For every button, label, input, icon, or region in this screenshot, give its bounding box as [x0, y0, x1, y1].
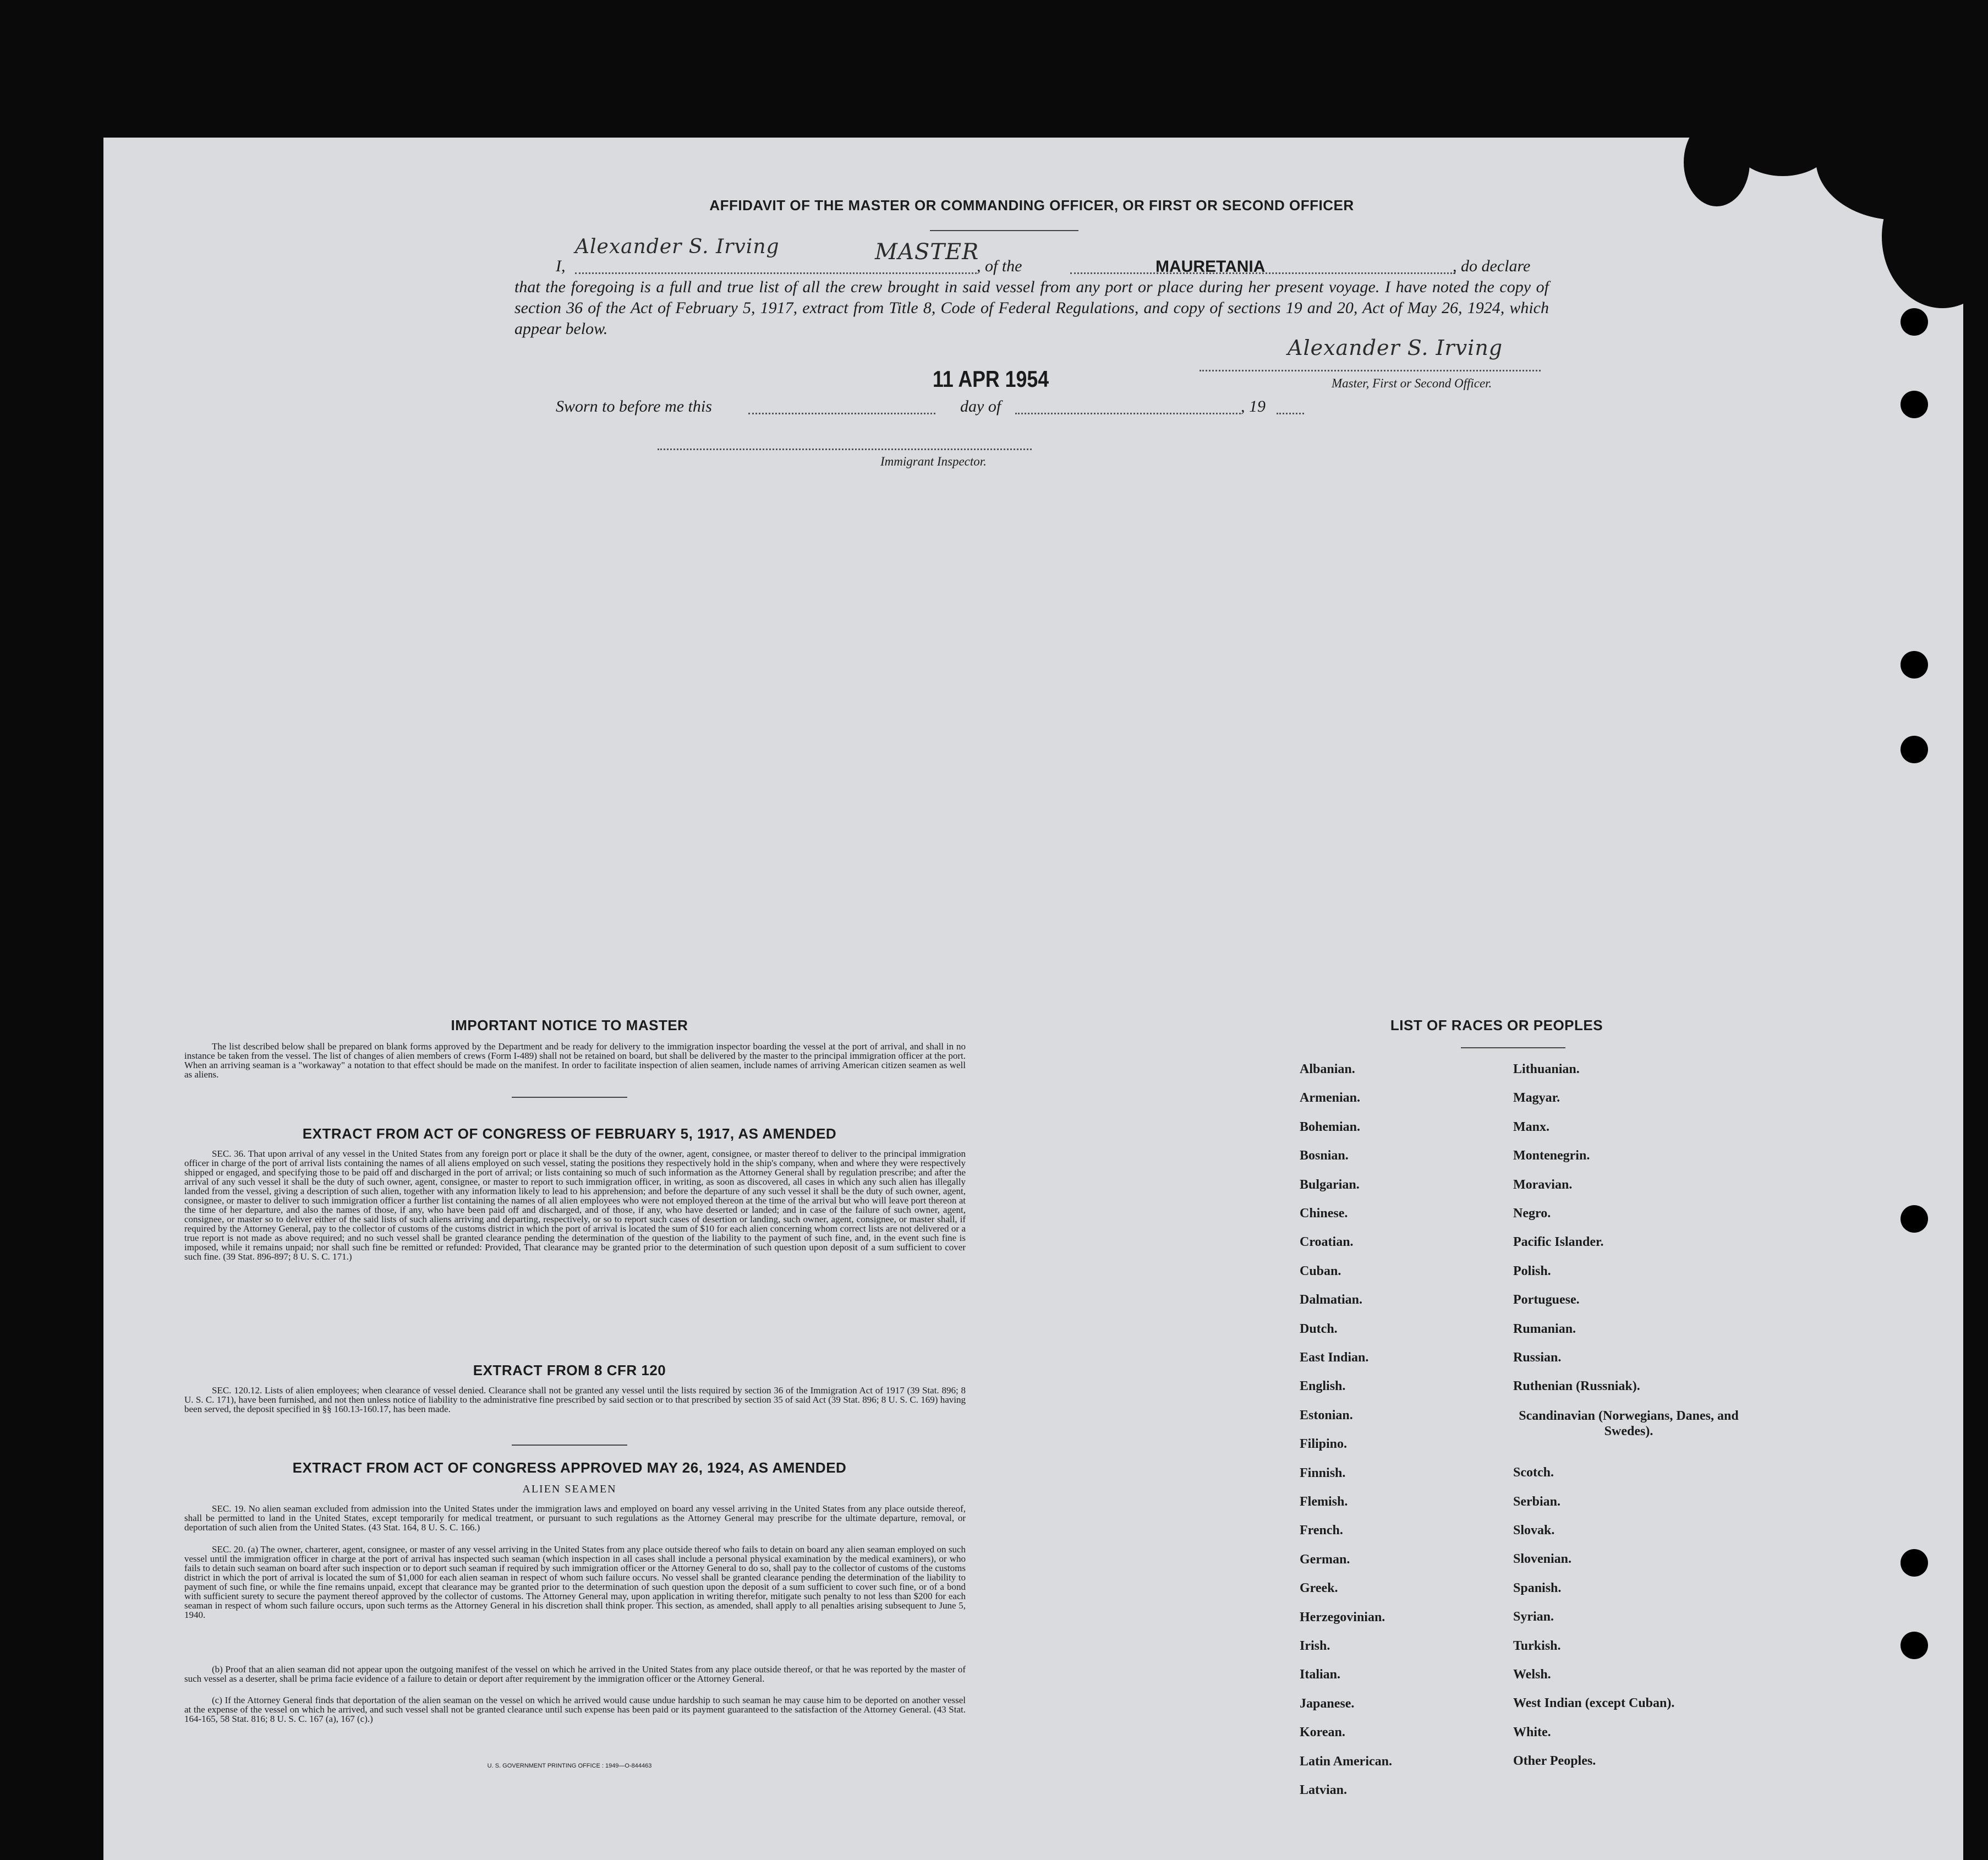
- punch-hole: [1901, 736, 1928, 763]
- race-item: Magyar.: [1513, 1091, 1560, 1106]
- race-item: Herzegovinian.: [1300, 1610, 1385, 1624]
- affidavit-body: that the foregoing is a full and true list of all the crew brought in said vessel from any port or place during her present voyage. I have noted the copy of section 36 of the Act of February 5, 1917, extract from Title 8, Code of Federal Regulations, and copy of sections 19 and 20, Act of May 26, 1924, which appear below.: [514, 278, 1549, 338]
- race-item: Slovak.: [1513, 1523, 1555, 1538]
- do-declare-text: , do declare: [1453, 257, 1531, 275]
- race-item: Albanian.: [1300, 1062, 1355, 1076]
- punch-hole: [1901, 391, 1928, 418]
- race-item: Slovenian.: [1513, 1552, 1572, 1567]
- race-item: Latvian.: [1300, 1783, 1348, 1797]
- race-item: Finnish.: [1300, 1465, 1346, 1480]
- punch-hole: [1901, 651, 1928, 679]
- section-rule: [512, 1445, 627, 1446]
- punch-hole: [1901, 308, 1928, 336]
- signature-caption: Master, First or Second Officer.: [1332, 376, 1492, 390]
- race-item: White.: [1513, 1725, 1551, 1739]
- race-item: Montenegrin.: [1513, 1148, 1590, 1163]
- race-item: Spanish.: [1513, 1580, 1562, 1595]
- races-title: LIST OF RACES OR PEOPLES: [1390, 1017, 1603, 1033]
- race-item: East Indian.: [1300, 1350, 1369, 1365]
- race-item: Turkish.: [1513, 1638, 1561, 1653]
- race-item: Chinese.: [1300, 1206, 1348, 1221]
- race-item: Cuban.: [1300, 1263, 1341, 1278]
- sworn-text: Sworn to before me this: [556, 397, 712, 415]
- race-item: Serbian.: [1513, 1494, 1561, 1509]
- master-name-handwritten: Alexander S. Irving: [575, 236, 780, 258]
- race-item: Filipino.: [1300, 1437, 1348, 1452]
- sworn-year-line: [1277, 413, 1304, 414]
- title-rule: [930, 230, 1078, 231]
- extract-1917-text: SEC. 36. That upon arrival of any vessel in the United States from any foreign port or place it shall be the duty of the owner, agent, consignee, or master thereof to deliver to the principal immigration officer in charge of the port of arrival lists containing the names of all aliens employed on such vessel, stating the positions they respectively hold in the ship's company, when and where they were respectively shipped or engaged, and specifying those to be paid off and discharged in the port of arrival; or lists containing so much of such information as the Attorney General shall by regulation prescribe; and after the arrival of any such vessel it shall be the duty of such owner, agent, consignee, or master to report to such immigration officer, in writing, as soon as discovered, all cases in which any such alien has illegally landed from the vessel, giving a description of such alien, together with any information likely to lead to his apprehension; and before the departure of any such vessel it shall be the duty of such owner, agent, consignee, or master to deliver to such immigration officer a further list containing the names of all alien employees who were not employed thereon at the time of the arrival but who will leave port thereon at the time of her departure, and also the names of those, if any, who have been paid off and discharged, and of those, if any, who have deserted or landed; and in case of the failure of such owner, agent, consignee, or master so to deliver either of the said lists of such aliens arriving and departing, respectively, or so to report such cases of desertion or landing, such owner, agent, consignee, or master shall, if required by the Attorney General, pay to the collector of customs of the customs district in which the port of arrival is located the sum of $10 for each alien concerning whom correct lists are not delivered or a true report is not made as above required; and no such vessel shall be granted clearance pending the determination of the question of the liability to the payment of such fine, and, in the event such fine is imposed, while it remains unpaid; nor shall such fine be remitted or refunded: Provided, That clearance may be granted prior to the determination of such question upon deposit of a sum sufficient to cover such fine. (39 Stat. 896-897; 8 U. S. C. 171.): [184, 1148, 966, 1262]
- of-the-text: , of the: [977, 257, 1022, 275]
- alien-seamen-subtitle: ALIEN SEAMEN: [522, 1483, 617, 1495]
- sec20b-text: (b) Proof that an alien seaman did not appear upon the outgoing manifest of the vessel on which he arrived in the United States from any place outside thereof, or that he was reported by the master of such vessel as a deserter, shall be prima facie evidence of a failure to detain or deport after requirement by the immigration officer or the Attorney General.: [184, 1664, 966, 1684]
- race-item: Dutch.: [1300, 1321, 1338, 1336]
- affidavit-title: AFFIDAVIT OF THE MASTER OR COMMANDING OFFICER, OR FIRST OR SECOND OFFICER: [709, 197, 1354, 214]
- race-item: Scandinavian (Norwegians, Danes, and Swedes).: [1519, 1408, 1739, 1438]
- race-item: Japanese.: [1300, 1696, 1355, 1711]
- race-item: Greek.: [1300, 1581, 1338, 1596]
- race-item: Bosnian.: [1300, 1148, 1349, 1163]
- name-line: [575, 272, 977, 274]
- race-item: French.: [1300, 1523, 1343, 1538]
- sworn-month-line: [1015, 413, 1241, 414]
- notice-title: IMPORTANT NOTICE TO MASTER: [451, 1017, 688, 1033]
- signature-line: [1200, 370, 1541, 371]
- race-item: Rumanian.: [1513, 1321, 1576, 1336]
- race-item: Armenian.: [1300, 1091, 1360, 1106]
- section-rule: [512, 1097, 627, 1098]
- race-item: Lithuanian.: [1513, 1062, 1580, 1076]
- race-item: Croatian.: [1300, 1235, 1354, 1250]
- race-item: Irish.: [1300, 1639, 1330, 1653]
- race-item: Scotch.: [1513, 1465, 1554, 1480]
- race-item: Korean.: [1300, 1725, 1345, 1740]
- extract-1917-title: EXTRACT FROM ACT OF CONGRESS OF FEBRUARY 5, 1917, AS AMENDED: [302, 1125, 837, 1142]
- race-item: Estonian.: [1300, 1408, 1353, 1423]
- signature-handwritten: Alexander S. Irving: [1288, 336, 1503, 360]
- affidavit-i: I,: [556, 257, 566, 275]
- race-item: Welsh.: [1513, 1667, 1551, 1682]
- race-item: Ruthenian (Russniak).: [1513, 1379, 1640, 1394]
- sec19-text: SEC. 19. No alien seaman excluded from admission into the United States under the immigration laws and employed on board any vessel arriving in the United States from any place outside thereof, shall be permitted to land in the United States, except temporarily for medical treatment, or pursuant to such regulations as the Attorney General may prescribe for the ultimate departure, removal, or deportation of such alien from the United States. (43 Stat. 164, 8 U. S. C. 166.): [184, 1503, 966, 1533]
- race-item: Other Peoples.: [1513, 1754, 1596, 1769]
- inspector-caption: Immigrant Inspector.: [880, 455, 987, 468]
- race-item: Portuguese.: [1513, 1293, 1580, 1308]
- punch-hole: [1901, 1549, 1928, 1577]
- race-item: German.: [1300, 1552, 1350, 1567]
- printer-line: U. S. GOVERNMENT PRINTING OFFICE : 1949—O-844463: [487, 1763, 652, 1769]
- year-text: , 19: [1241, 397, 1266, 415]
- inspector-line: [658, 448, 1032, 450]
- race-item: Manx.: [1513, 1119, 1549, 1134]
- race-item: Syrian.: [1513, 1610, 1554, 1624]
- race-item: Flemish.: [1300, 1495, 1348, 1509]
- race-item: Moravian.: [1513, 1177, 1573, 1192]
- day-of-text: day of: [960, 397, 1001, 415]
- punch-hole: [1901, 1632, 1928, 1659]
- race-item: Negro.: [1513, 1206, 1551, 1221]
- race-item: Latin American.: [1300, 1754, 1392, 1769]
- notice-text: The list described below shall be prepared on blank forms approved by the Department and be ready for delivery to the immigration inspector boarding the vessel at the port of arrival, and shall in no instance be taken from the vessel. The list of changes of alien members of crews (Form I-489) shall not be retained on board, but shall be delivered by the master to the principal immigration officer at the port. When an arriving seaman is a "workaway" a notation to that effect should be made on the manifest. In order to facilitate inspection of alien seamen, include names of arriving American citizen seamen as well as aliens.: [184, 1041, 966, 1080]
- race-item: Italian.: [1300, 1667, 1341, 1682]
- race-item: Russian.: [1513, 1350, 1562, 1365]
- extract-1924-title: EXTRACT FROM ACT OF CONGRESS APPROVED MAY 26, 1924, AS AMENDED: [292, 1459, 847, 1476]
- race-item: Bohemian.: [1300, 1119, 1361, 1134]
- race-item: Pacific Islander.: [1513, 1235, 1604, 1250]
- race-item: English.: [1300, 1379, 1346, 1394]
- date-stamp: 11 APR 1954: [933, 366, 1049, 392]
- vessel-name: MAURETANIA: [1155, 258, 1266, 276]
- race-item: Dalmatian.: [1300, 1293, 1362, 1308]
- race-item: Bulgarian.: [1300, 1177, 1360, 1192]
- race-item: West Indian (except Cuban).: [1513, 1696, 1675, 1711]
- extract-cfr-text: SEC. 120.12. Lists of alien employees; when clearance of vessel denied. Clearance shall not be granted any vessel until the lists required by section 36 of the Immigration Act of 1917 (39 Stat. 896; 8 U. S. C. 171), have been furnished, and not then unless notice of liability to the administrative fine prescribed by said section or to that prescribed by section 35 of said Act (39 Stat. 896; 8 U. S. C. 169) having been served, the deposit specified in §§ 160.13-160.17, has been made.: [184, 1385, 966, 1414]
- sec20c-text: (c) If the Attorney General finds that deportation of the alien seaman on the vessel on which he arrived would cause undue hardship to such seaman he may cause him to be deported on another vessel at the expense of the vessel on which he arrived, and such vessel shall not be granted clearance until such expense has been paid or its payment guaranteed to the satisfaction of the Attorney General. (43 Stat. 164-165, 58 Stat. 816; 8 U. S. C. 167 (a), 167 (c).): [184, 1695, 966, 1724]
- extract-cfr-title: EXTRACT FROM 8 CFR 120: [473, 1362, 666, 1378]
- sec20a-text: SEC. 20. (a) The owner, charterer, agent, consignee, or master of any vessel arriving in the United States from any place outside thereof who fails to detain on board any alien seaman employed on such vessel until the immigration officer in charge at the port of arrival has inspected such seaman (which inspection in all cases shall include a personal physical examination by the medical examiners), or who fails to detain such seaman on board after such inspection or to deport such seaman if required by such immigration officer or the Attorney General to do so, shall pay to the collector of customs of the customs district in which the port of arrival is located the sum of $1,000 for each alien seaman in respect of whom such failure occurs. No vessel shall be granted clearance pending the determination of the liability to payment of such fine, or while the fine remains unpaid, except that clearance may be granted prior to the determination of such question upon the deposit of a sum sufficient to cover such fine, or of a bond with sufficient surety to secure the payment thereof approved by the collector of customs. The Attorney General may, upon application in writing therefor, mitigate such penalty to not less than $200 for each seaman in respect of whom such failure occurs, upon such terms as the Attorney General in his discretion shall think proper. This section, as amended, shall apply to all penalties arising subsequent to June 5, 1940.: [184, 1544, 966, 1620]
- sworn-day-line: [748, 413, 935, 414]
- punch-hole: [1901, 1205, 1928, 1233]
- rank-handwritten: MASTER: [875, 239, 979, 265]
- races-rule: [1461, 1047, 1565, 1048]
- race-item: Polish.: [1513, 1263, 1551, 1278]
